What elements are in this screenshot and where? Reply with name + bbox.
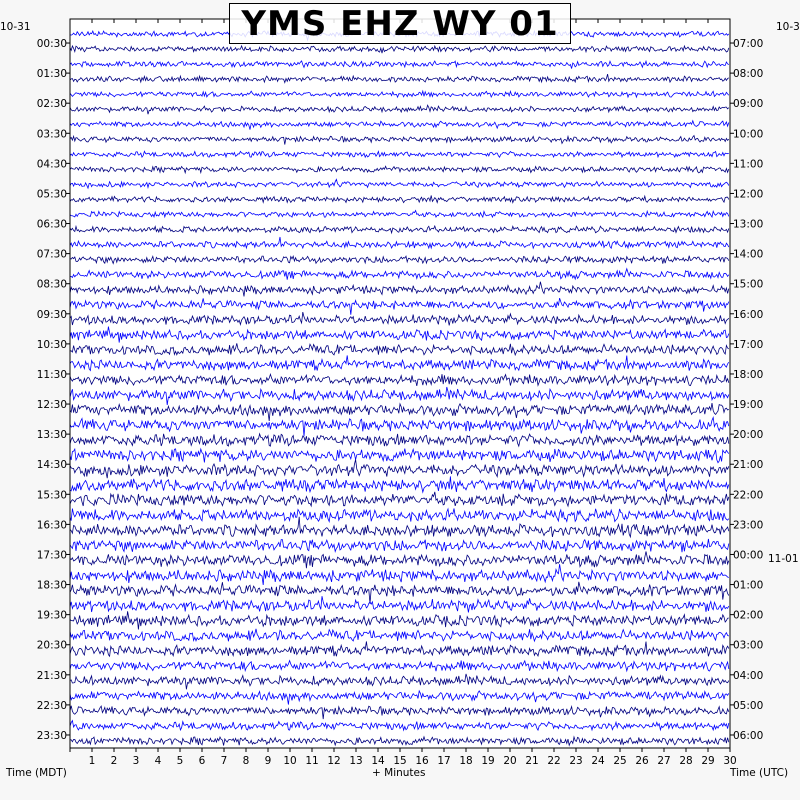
left-time-label: 00:30 bbox=[36, 38, 67, 50]
left-time-label: 11:30 bbox=[36, 369, 67, 381]
left-start-date: 10-31 bbox=[0, 21, 31, 33]
right-time-label: 05:00 bbox=[733, 699, 764, 712]
left-time-label: 04:30 bbox=[36, 158, 67, 171]
right-time-label: 09:00 bbox=[733, 98, 764, 111]
left-time-label: 22:30 bbox=[36, 699, 67, 712]
x-tick-label: 18 bbox=[459, 755, 473, 767]
x-tick-label: 16 bbox=[415, 755, 429, 767]
left-time-label: 05:30 bbox=[36, 188, 67, 201]
x-tick-label: 26 bbox=[635, 755, 649, 767]
x-tick-label: 21 bbox=[525, 755, 539, 767]
x-tick-label: 29 bbox=[701, 755, 715, 767]
left-time-label: 23:30 bbox=[36, 730, 67, 742]
left-axis-label: Time (MDT) bbox=[6, 767, 67, 779]
left-time-label: 06:30 bbox=[36, 218, 67, 231]
x-tick-label: 2 bbox=[110, 755, 118, 767]
right-time-label: 02:00 bbox=[733, 609, 764, 622]
x-tick-label: 12 bbox=[327, 755, 341, 767]
x-tick-label: 7 bbox=[220, 755, 228, 767]
right-time-label: 14:00 bbox=[733, 248, 764, 261]
left-time-label: 20:30 bbox=[36, 639, 67, 652]
right-time-label: 03:00 bbox=[733, 639, 764, 652]
x-tick-label: 5 bbox=[176, 755, 184, 767]
right-time-label: 20:00 bbox=[733, 429, 764, 442]
left-time-label: 18:30 bbox=[36, 579, 67, 592]
right-axis-label: Time (UTC) bbox=[730, 767, 789, 779]
x-tick-label: 17 bbox=[437, 755, 451, 767]
x-tick-label: 13 bbox=[349, 755, 363, 767]
left-time-label: 09:30 bbox=[36, 308, 67, 321]
x-tick-label: 8 bbox=[242, 755, 250, 767]
chart-title: YMS EHZ WY 01 bbox=[241, 3, 559, 44]
right-time-label: 19:00 bbox=[733, 399, 764, 411]
right-time-label: 10:00 bbox=[733, 128, 764, 141]
right-time-label: 15:00 bbox=[733, 278, 764, 291]
x-tick-label: 14 bbox=[371, 755, 385, 767]
x-tick-label: 1 bbox=[88, 755, 96, 767]
right-time-label: 01:00 bbox=[733, 579, 764, 592]
left-time-label: 02:30 bbox=[36, 98, 67, 111]
left-time-label: 01:30 bbox=[36, 68, 67, 81]
chart-title-box bbox=[229, 3, 571, 44]
left-time-label: 12:30 bbox=[36, 399, 67, 411]
right-time-label: 00:00 bbox=[733, 549, 764, 562]
x-tick-label: 9 bbox=[264, 755, 272, 767]
left-time-label: 17:30 bbox=[36, 549, 67, 562]
x-tick-labels bbox=[89, 755, 737, 767]
x-tick-label: 27 bbox=[657, 755, 671, 767]
x-tick-label: 11 bbox=[305, 755, 319, 767]
left-time-label: 19:30 bbox=[36, 609, 67, 622]
left-time-label: 07:30 bbox=[36, 248, 67, 261]
right-time-label: 04:00 bbox=[733, 669, 764, 682]
x-tick-label: 10 bbox=[283, 755, 297, 767]
right-time-label: 06:00 bbox=[733, 730, 764, 742]
left-time-label: 21:30 bbox=[36, 669, 67, 682]
right-time-labels bbox=[733, 38, 763, 742]
x-tick-label: 20 bbox=[503, 755, 517, 767]
left-time-label: 08:30 bbox=[36, 278, 67, 291]
x-tick-label: 22 bbox=[547, 755, 561, 767]
left-time-label: 14:30 bbox=[36, 459, 67, 472]
right-time-label: 16:00 bbox=[733, 308, 764, 321]
x-tick-label: 4 bbox=[154, 755, 162, 767]
right-time-label: 17:00 bbox=[733, 338, 764, 351]
left-time-label: 16:30 bbox=[36, 519, 67, 532]
right-time-label: 11:00 bbox=[733, 158, 764, 171]
right-time-label: 21:00 bbox=[733, 459, 764, 472]
plot-area bbox=[70, 19, 730, 748]
x-tick-label: 28 bbox=[679, 755, 693, 767]
right-time-label: 23:00 bbox=[733, 519, 764, 532]
x-tick-label: 24 bbox=[591, 755, 605, 767]
x-tick-label: 6 bbox=[198, 755, 206, 767]
right-time-label: 22:00 bbox=[733, 489, 764, 502]
left-time-label: 13:30 bbox=[36, 429, 67, 442]
left-time-label: 15:30 bbox=[36, 489, 67, 502]
x-tick-label: 25 bbox=[613, 755, 627, 767]
right-time-label: 08:00 bbox=[733, 68, 764, 81]
right-date-change: 11-01 bbox=[768, 553, 799, 565]
right-time-label: 18:00 bbox=[733, 369, 764, 381]
x-tick-label: 3 bbox=[132, 755, 140, 767]
left-time-label: 10:30 bbox=[36, 338, 67, 351]
left-time-labels bbox=[37, 38, 67, 742]
x-tick-label: 30 bbox=[723, 755, 737, 767]
right-start-date: 10-3 bbox=[776, 21, 800, 33]
left-time-label: 03:30 bbox=[36, 128, 67, 141]
x-axis-label: + Minutes bbox=[372, 767, 426, 779]
x-tick-label: 15 bbox=[393, 755, 407, 767]
x-tick-label: 19 bbox=[481, 755, 495, 767]
right-time-label: 13:00 bbox=[733, 218, 764, 231]
right-time-label: 12:00 bbox=[733, 188, 764, 201]
x-tick-label: 23 bbox=[569, 755, 583, 767]
right-time-label: 07:00 bbox=[733, 38, 764, 50]
